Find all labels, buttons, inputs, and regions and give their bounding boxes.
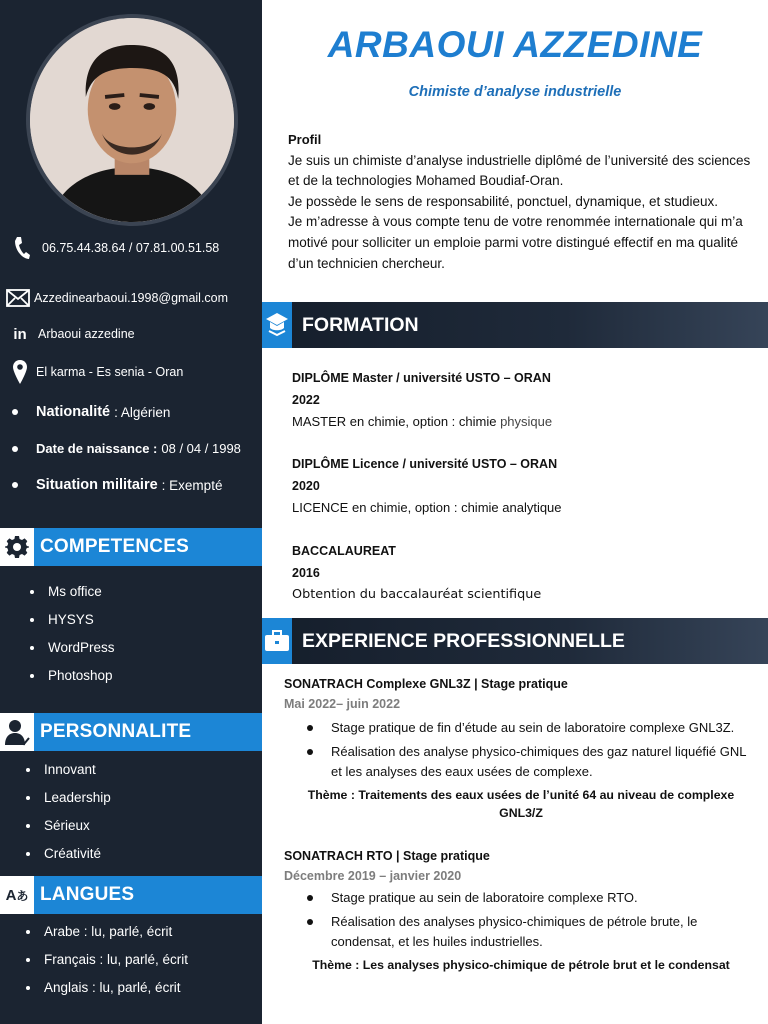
diploma-detail: [292, 411, 752, 433]
personnalite-title: PERSONNALITE: [34, 713, 262, 751]
formation-entry: [292, 541, 752, 606]
list-item: Arabe : lu, parlé, écrit: [26, 918, 188, 946]
contact-linkedin: [10, 322, 135, 346]
list-item: HYSYS: [30, 606, 115, 634]
profile-section: [288, 130, 758, 274]
langues-list: [26, 918, 188, 1002]
experience-title: EXPERIENCE PROFESSIONNELLE: [302, 629, 625, 652]
nationality-label: Nationalité: [36, 404, 111, 420]
experience-header: [262, 618, 768, 664]
briefcase-icon: [262, 618, 292, 664]
phone-icon: [10, 236, 34, 260]
experience-entry: [284, 674, 758, 823]
gear-icon: [0, 528, 34, 566]
competences-title: COMPETENCES: [34, 528, 262, 566]
contact-location: [10, 360, 183, 384]
candidate-name: ARBAOUI AZZEDINE: [327, 24, 703, 65]
portrait-image: [30, 18, 234, 222]
list-item: Innovant: [26, 756, 111, 784]
military-value: : Exempté: [161, 477, 223, 493]
graduation-cap-icon: [262, 302, 292, 348]
personnalite-list: [26, 756, 111, 868]
diploma-year: 2022: [292, 393, 320, 407]
competences-header: [0, 528, 262, 566]
list-item: Stage pratique au sein de laboratoire complexe RTO.: [331, 888, 758, 909]
military-label: Situation militaire: [36, 477, 158, 493]
list-item: Créativité: [26, 840, 111, 868]
list-item: Photoshop: [30, 662, 115, 690]
list-item: WordPress: [30, 634, 115, 662]
diploma-year: 2020: [292, 479, 320, 493]
nationality-value: : Algérien: [114, 404, 171, 420]
list-item: Réalisation des analyses physico-chimiques de pétrole brute, le condensat, et les huiles industrielles.: [331, 912, 758, 953]
location-text: El karma - Es senia - Oran: [36, 365, 184, 379]
list-item: Sérieux: [26, 812, 111, 840]
location-pin-icon: [10, 360, 30, 384]
langues-header: [0, 876, 262, 914]
list-item: Anglais : lu, parlé, écrit: [26, 974, 188, 1002]
list-item: Leadership: [26, 784, 111, 812]
diploma-year: 2016: [292, 566, 320, 580]
experience-company: SONATRACH Complexe GNL3Z | Stage pratique: [284, 677, 568, 691]
birthdate-value: 08 / 04 / 1998: [161, 441, 241, 456]
diploma-title: DIPLÔME Master / université USTO – ORAN: [292, 371, 551, 385]
competences-list: [30, 578, 115, 690]
translate-icon: A あ: [0, 876, 34, 914]
list-item: Réalisation des analyse physico-chimiques des gaz naturel liquéfié GNL et les analyses des eaux usées de complexe.: [331, 742, 758, 783]
diploma-title: BACCALAUREAT: [292, 544, 396, 558]
langues-title: LANGUES: [34, 876, 262, 914]
nationality-row: [12, 404, 170, 420]
profile-line: Je m’adresse à vous compte tenu de votre renommée internationale qui m’a motivé pour solliciter un emploie parmi votre distingué effectif en ma qualité d’un technicien chercheur.: [288, 214, 743, 271]
profile-photo: [26, 14, 238, 226]
phone-text: 06.75.44.38.64 / 07.81.00.51.58: [42, 241, 220, 255]
profile-line: Je suis un chimiste d’analyse industrielle diplômé de l’université des sciences et de la technologies Mohamed Boudiaf-Oran.: [288, 152, 751, 189]
formation-header: [262, 302, 768, 348]
email-icon: [6, 286, 30, 310]
bullet-icon: [12, 409, 18, 415]
diploma-detail-text: MASTER en chimie, option : chimie: [292, 414, 501, 429]
contact-phone: [10, 236, 219, 260]
birthdate-label: Date de naissance :: [36, 441, 158, 456]
bullet-icon: [12, 446, 18, 452]
diploma-detail: LICENCE en chimie, option : chimie analytique: [292, 500, 562, 515]
military-row: [12, 477, 222, 493]
email-text[interactable]: Azzedinearbaoui.1998@gmail.com: [34, 291, 229, 305]
bullet-icon: [12, 482, 18, 488]
experience-tasks: [331, 888, 758, 953]
experience-date: Décembre 2019 – janvier 2020: [284, 869, 462, 883]
diploma-detail-muted: physique: [500, 414, 553, 429]
experience-theme: Thème : Les analyses physico-chimique de pétrole brut et le condensat: [312, 957, 730, 972]
experience-date: Mai 2022– juin 2022: [284, 697, 401, 711]
diploma-title: DIPLÔME Licence / université USTO – ORAN: [292, 457, 558, 471]
list-item: Stage pratique de fin d’étude au sein de laboratoire complexe GNL3Z.: [331, 718, 758, 739]
list-item: Français : lu, parlé, écrit: [26, 946, 188, 974]
formation-title: FORMATION: [302, 313, 419, 336]
birthdate-row: [12, 441, 241, 456]
linkedin-text[interactable]: Arbaoui azzedine: [38, 327, 135, 341]
formation-entry: [292, 454, 752, 519]
profile-line: Je possède le sens de responsabilité, ponctuel, dynamique, et studieux.: [288, 193, 719, 209]
profile-heading: Profil: [288, 132, 322, 147]
linkedin-icon: in: [13, 325, 27, 343]
candidate-role: Chimiste d’analyse industrielle: [408, 84, 622, 100]
experience-company: SONATRACH RTO | Stage pratique: [284, 849, 490, 863]
personnalite-header: [0, 713, 262, 751]
contact-email: [6, 286, 228, 310]
formation-entry: [292, 368, 752, 433]
sidebar: [0, 0, 262, 1024]
experience-entry: [284, 846, 758, 974]
experience-tasks: [331, 718, 758, 783]
user-check-icon: [0, 713, 34, 751]
experience-theme: Thème : Traitements des eaux usées de l’unité 64 au niveau de complexe GNL3/Z: [307, 787, 735, 820]
list-item: Ms office: [30, 578, 115, 606]
diploma-detail: Obtention du baccalauréat scientifique: [292, 587, 542, 602]
